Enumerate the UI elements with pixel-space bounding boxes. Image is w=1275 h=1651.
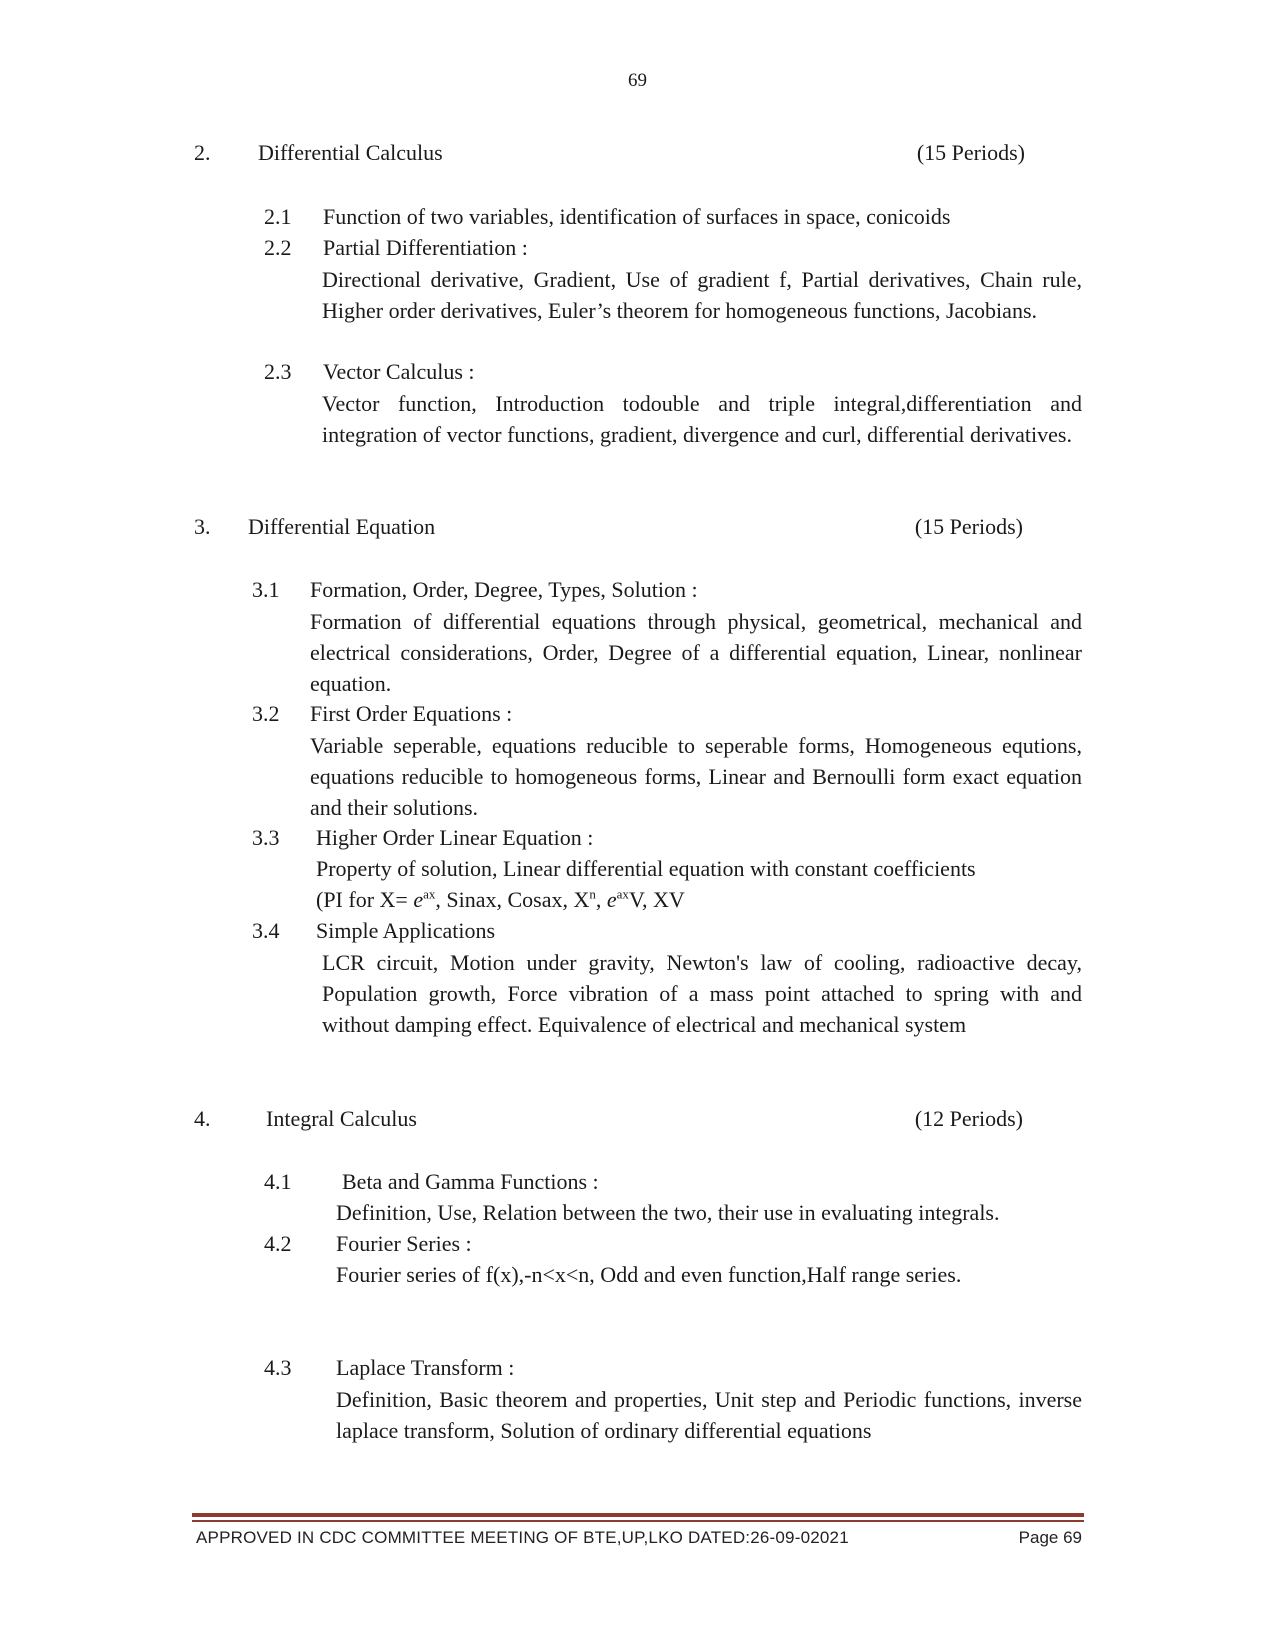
formula-e: e (413, 887, 424, 912)
subsection-number: 4.3 (264, 1355, 292, 1380)
subsection-text: Definition, Use, Relation between the two, their use in evaluating integrals. (336, 1200, 1000, 1225)
subsection-text: Variable seperable, equations reducible to seperable forms, Homogeneous equtions, equations reducible to homogeneous forms, Linear and Bernoulli form exact equation and their solutions. (310, 733, 1082, 820)
subsection-title: Beta and Gamma Functions : (342, 1169, 599, 1194)
section-periods: (15 Periods) (916, 140, 1025, 165)
subsection-number: 2.3 (264, 359, 292, 384)
footer-rule-thin (192, 1520, 1084, 1522)
section-periods: (12 Periods) (914, 1106, 1023, 1131)
subsection-number: 3.1 (252, 577, 280, 602)
formula-middle: , Sinax, Cosax, X (435, 887, 590, 912)
formula-prefix: (PI for X= (316, 887, 414, 912)
subsection-title: Function of two variables, identification of surfaces in space, conicoids (323, 204, 951, 229)
formula-superscript: ax (616, 886, 629, 902)
subsection-text: Property of solution, Linear differential equation with constant coefficients (316, 856, 976, 881)
subsection-number: 3.3 (252, 825, 280, 850)
section-title: Integral Calculus (266, 1106, 417, 1131)
subsection-title: First Order Equations : (310, 701, 513, 726)
section-periods: (15 Periods) (914, 514, 1023, 539)
subsection-text: Formation of differential equations through physical, geometrical, mechanical and electrical considerations, Order, Degree of a differential equation, Linear, nonlinear equation. (310, 609, 1082, 696)
section-number: 2. (194, 140, 211, 165)
subsection-text: LCR circuit, Motion under gravity, Newton's law of cooling, radioactive decay, Population growth, Force vibration of a mass point attached to spring with and without damping effect. Equivalence of electrical and mechanical system (322, 950, 1082, 1037)
subsection-title: Vector Calculus : (323, 359, 475, 384)
formula-superscript: ax (423, 886, 436, 902)
subsection-title: Higher Order Linear Equation : (316, 825, 594, 850)
subsection-text: Directional derivative, Gradient, Use of gradient f, Partial derivatives, Chain rule, Higher order derivatives, Euler’s theorem for homogeneous functions, Jacobians. (322, 267, 1082, 323)
subsection-title: Partial Differentiation : (323, 235, 528, 260)
subsection-number: 3.2 (252, 701, 280, 726)
section-number: 3. (194, 514, 211, 539)
subsection-number: 3.4 (252, 918, 280, 943)
section-title: Differential Calculus (258, 140, 443, 165)
subsection-title: Fourier Series : (336, 1231, 472, 1256)
subsection-number: 4.2 (264, 1231, 292, 1256)
section-number: 4. (194, 1106, 211, 1131)
formula-middle: , (595, 887, 607, 912)
subsection-title: Laplace Transform : (336, 1355, 515, 1380)
formula-line (316, 885, 685, 915)
subsection-text: Vector function, Introduction todouble and triple integral,differentiation and integration of vector functions, gradient, divergence and curl, differential derivatives. (322, 391, 1082, 447)
subsection-title: Simple Applications (316, 918, 496, 943)
footer-page-number: Page 69 (1018, 1528, 1082, 1547)
section-title: Differential Equation (248, 514, 436, 539)
subsection-number: 2.2 (264, 235, 292, 260)
footer-rule-thick (192, 1513, 1084, 1517)
footer-approval-text: APPROVED IN CDC COMMITTEE MEETING OF BTE,UP,LKO DATED:26-09-02021 (196, 1528, 849, 1547)
subsection-title: Formation, Order, Degree, Types, Solution : (310, 577, 698, 602)
formula-superscript: n (589, 886, 596, 902)
subsection-number: 4.1 (264, 1169, 292, 1194)
formula-suffix: V, XV (628, 887, 685, 912)
formula-e: e (606, 887, 617, 912)
subsection-number: 2.1 (264, 204, 292, 229)
page-number-top: 69 (628, 70, 647, 91)
subsection-text: Fourier series of f(x),-n<x<n, Odd and even function,Half range series. (336, 1262, 962, 1287)
subsection-text: Definition, Basic theorem and properties, Unit step and Periodic functions, inverse laplace transform, Solution of ordinary differential equations (336, 1387, 1082, 1443)
